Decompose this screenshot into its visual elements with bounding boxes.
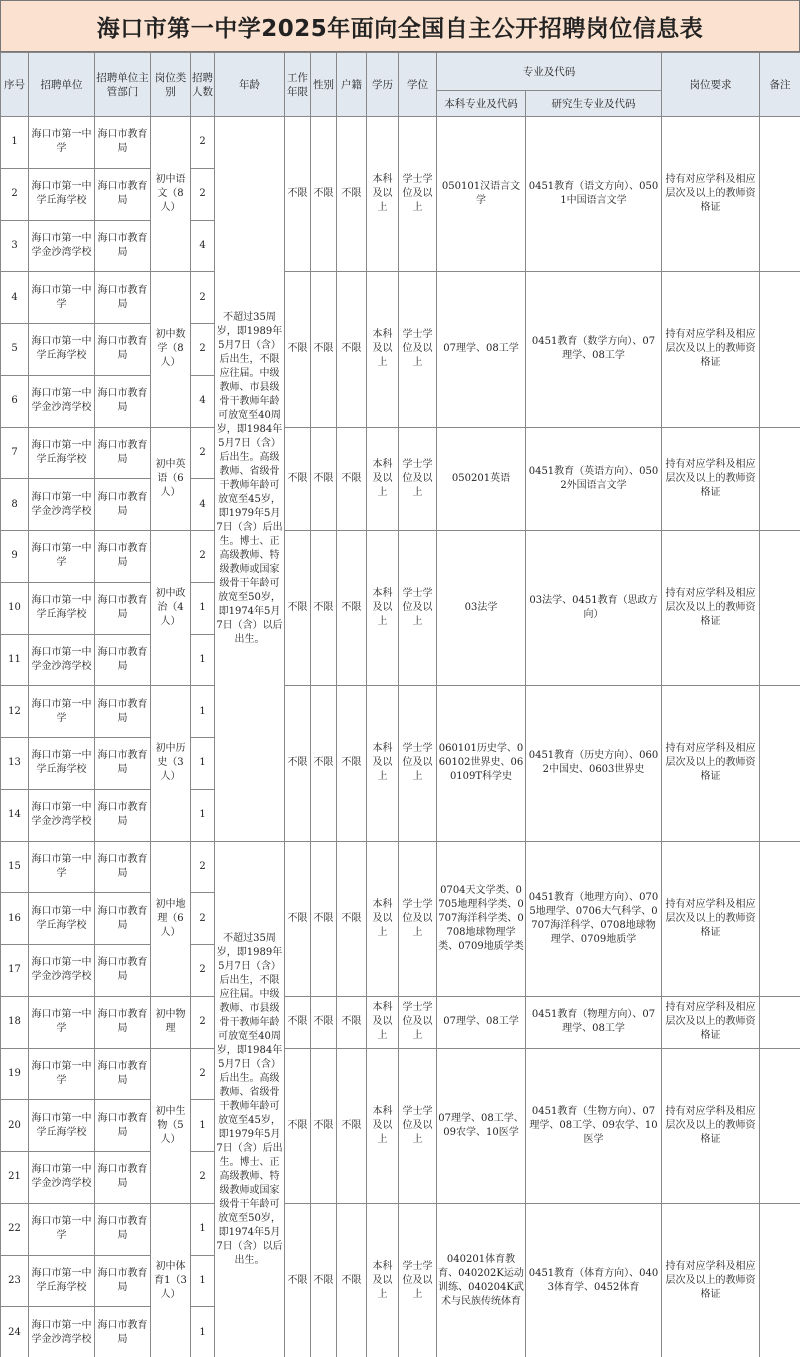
row-count: 1 (191, 1307, 215, 1357)
row-unit: 海口市第一中学 (29, 531, 95, 583)
row-seq: 4 (1, 272, 29, 324)
row-unit: 海口市第一中学金沙湾学校 (29, 789, 95, 841)
position-category: 初中物理 (151, 996, 191, 1048)
undergrad-major: 040201体育教育、040202K运动训练、040204K武术与民族传统体育 (437, 1203, 526, 1357)
position-requirement: 持有对应学科及相应层次及以上的教师资格证 (662, 1203, 760, 1357)
note (760, 427, 800, 531)
header-age: 年龄 (215, 53, 285, 117)
row-dept: 海口市教育局 (95, 841, 151, 893)
row-unit: 海口市第一中学丘海学校 (29, 582, 95, 634)
header-unit: 招聘单位 (29, 53, 95, 117)
row-unit: 海口市第一中学金沙湾学校 (29, 220, 95, 272)
postgrad-major: 0451教育（数学方向）、07理学、08工学 (526, 272, 662, 427)
position-requirement: 持有对应学科及相应层次及以上的教师资格证 (662, 1048, 760, 1203)
undergrad-major: 07理学、08工学 (437, 996, 526, 1048)
hukou: 不限 (337, 1048, 367, 1203)
position-category: 初中生物（5人） (151, 1048, 191, 1203)
position-category: 初中数学（8人） (151, 272, 191, 427)
hukou: 不限 (337, 841, 367, 996)
row-dept: 海口市教育局 (95, 686, 151, 738)
row-count: 1 (191, 1255, 215, 1307)
row-dept: 海口市教育局 (95, 531, 151, 583)
row-dept: 海口市教育局 (95, 220, 151, 272)
header-undergrad: 本科专业及代码 (437, 91, 526, 117)
row-unit: 海口市第一中学金沙湾学校 (29, 375, 95, 427)
education: 本科及以上 (367, 272, 399, 427)
postgrad-major: 03法学、0451教育（思政方向） (526, 531, 662, 686)
row-unit: 海口市第一中学 (29, 996, 95, 1048)
work-years: 不限 (285, 531, 311, 686)
row-count: 1 (191, 738, 215, 790)
row-count: 1 (191, 582, 215, 634)
degree: 学士学位及以上 (399, 996, 437, 1048)
note (760, 117, 800, 272)
undergrad-major: 03法学 (437, 531, 526, 686)
undergrad-major: 07理学、08工学、09农学、10医学 (437, 1048, 526, 1203)
postgrad-major: 0451教育（物理方向）、07理学、08工学 (526, 996, 662, 1048)
row-unit: 海口市第一中学金沙湾学校 (29, 1152, 95, 1204)
row-dept: 海口市教育局 (95, 272, 151, 324)
gender: 不限 (311, 996, 337, 1048)
work-years: 不限 (285, 117, 311, 272)
row-dept: 海口市教育局 (95, 168, 151, 220)
work-years: 不限 (285, 1203, 311, 1357)
position-requirement: 持有对应学科及相应层次及以上的教师资格证 (662, 841, 760, 996)
row-seq: 22 (1, 1203, 29, 1255)
position-requirement: 持有对应学科及相应层次及以上的教师资格证 (662, 427, 760, 531)
header-major-group: 专业及代码 (437, 53, 662, 91)
row-unit: 海口市第一中学金沙湾学校 (29, 945, 95, 997)
row-dept: 海口市教育局 (95, 893, 151, 945)
row-dept: 海口市教育局 (95, 324, 151, 376)
note (760, 531, 800, 686)
header-postgrad: 研究生专业及代码 (526, 91, 662, 117)
header-note: 备注 (760, 53, 800, 117)
education: 本科及以上 (367, 1048, 399, 1203)
education: 本科及以上 (367, 686, 399, 841)
degree: 学士学位及以上 (399, 686, 437, 841)
hukou: 不限 (337, 996, 367, 1048)
degree: 学士学位及以上 (399, 117, 437, 272)
row-unit: 海口市第一中学丘海学校 (29, 324, 95, 376)
row-seq: 24 (1, 1307, 29, 1357)
row-count: 2 (191, 893, 215, 945)
row-unit: 海口市第一中学丘海学校 (29, 168, 95, 220)
education: 本科及以上 (367, 1203, 399, 1357)
work-years: 不限 (285, 1048, 311, 1203)
table-row (1, 686, 800, 738)
row-seq: 21 (1, 1152, 29, 1204)
row-count: 2 (191, 996, 215, 1048)
gender: 不限 (311, 686, 337, 841)
row-seq: 7 (1, 427, 29, 479)
postgrad-major: 0451教育（地理方向）、0705地理学、0706大气科学、0707海洋科学、0708地球物理学、0709地质学 (526, 841, 662, 996)
row-dept: 海口市教育局 (95, 1152, 151, 1204)
table-row (1, 1203, 800, 1255)
recruitment-table (0, 52, 800, 1357)
row-dept: 海口市教育局 (95, 375, 151, 427)
table-body (1, 117, 800, 1357)
row-unit: 海口市第一中学丘海学校 (29, 427, 95, 479)
row-count: 2 (191, 945, 215, 997)
row-dept: 海口市教育局 (95, 479, 151, 531)
note (760, 686, 800, 841)
row-seq: 11 (1, 634, 29, 686)
row-dept: 海口市教育局 (95, 945, 151, 997)
table-row (1, 1048, 800, 1100)
position-requirement: 持有对应学科及相应层次及以上的教师资格证 (662, 996, 760, 1048)
postgrad-major: 0451教育（体育方向）、0403体育学、0452体育 (526, 1203, 662, 1357)
gender: 不限 (311, 1048, 337, 1203)
row-unit: 海口市第一中学金沙湾学校 (29, 479, 95, 531)
row-unit: 海口市第一中学丘海学校 (29, 1255, 95, 1307)
row-count: 1 (191, 789, 215, 841)
row-dept: 海口市教育局 (95, 582, 151, 634)
undergrad-major: 050201英语 (437, 427, 526, 531)
row-count: 1 (191, 686, 215, 738)
undergrad-major: 050101汉语言文学 (437, 117, 526, 272)
header-category: 岗位类别 (151, 53, 191, 117)
row-count: 2 (191, 1048, 215, 1100)
hukou: 不限 (337, 272, 367, 427)
row-seq: 16 (1, 893, 29, 945)
position-category: 初中英语（6人） (151, 427, 191, 531)
position-category: 初中语文（8人） (151, 117, 191, 272)
row-count: 2 (191, 427, 215, 479)
position-requirement: 持有对应学科及相应层次及以上的教师资格证 (662, 531, 760, 686)
row-unit: 海口市第一中学金沙湾学校 (29, 634, 95, 686)
row-unit: 海口市第一中学丘海学校 (29, 738, 95, 790)
row-dept: 海口市教育局 (95, 1100, 151, 1152)
row-seq: 19 (1, 1048, 29, 1100)
row-dept: 海口市教育局 (95, 996, 151, 1048)
postgrad-major: 0451教育（语文方向）、0501中国语言文学 (526, 117, 662, 272)
row-seq: 18 (1, 996, 29, 1048)
education: 本科及以上 (367, 996, 399, 1048)
row-count: 1 (191, 634, 215, 686)
header-requirement: 岗位要求 (662, 53, 760, 117)
position-category: 初中政治（4人） (151, 531, 191, 686)
gender: 不限 (311, 427, 337, 531)
row-dept: 海口市教育局 (95, 1255, 151, 1307)
row-count: 2 (191, 324, 215, 376)
position-requirement: 持有对应学科及相应层次及以上的教师资格证 (662, 272, 760, 427)
gender: 不限 (311, 117, 337, 272)
row-seq: 5 (1, 324, 29, 376)
table-row (1, 427, 800, 479)
undergrad-major: 0704天文学类、0705地理科学类、0707海洋科学类、0708地球物理学类、0709地质学类 (437, 841, 526, 996)
row-seq: 14 (1, 789, 29, 841)
row-seq: 20 (1, 1100, 29, 1152)
row-unit: 海口市第一中学金沙湾学校 (29, 1307, 95, 1357)
row-dept: 海口市教育局 (95, 1203, 151, 1255)
gender: 不限 (311, 272, 337, 427)
row-seq: 17 (1, 945, 29, 997)
table-row (1, 272, 800, 324)
position-category: 初中地理（6人） (151, 841, 191, 996)
row-count: 2 (191, 841, 215, 893)
degree: 学士学位及以上 (399, 1203, 437, 1357)
header-count: 招聘人数 (191, 53, 215, 117)
row-count: 4 (191, 479, 215, 531)
row-count: 2 (191, 531, 215, 583)
row-dept: 海口市教育局 (95, 738, 151, 790)
row-dept: 海口市教育局 (95, 1307, 151, 1357)
postgrad-major: 0451教育（生物方向）、07理学、08工学、09农学、10医学 (526, 1048, 662, 1203)
work-years: 不限 (285, 686, 311, 841)
page-title: 海口市第一中学2025年面向全国自主公开招聘岗位信息表 (0, 0, 800, 52)
row-unit: 海口市第一中学丘海学校 (29, 893, 95, 945)
note (760, 1203, 800, 1357)
hukou: 不限 (337, 117, 367, 272)
row-unit: 海口市第一中学丘海学校 (29, 1100, 95, 1152)
row-count: 2 (191, 272, 215, 324)
work-years: 不限 (285, 996, 311, 1048)
position-category: 初中历史（3人） (151, 686, 191, 841)
header-dept: 招聘单位主管部门 (95, 53, 151, 117)
position-requirement: 持有对应学科及相应层次及以上的教师资格证 (662, 686, 760, 841)
header-hukou: 户籍 (337, 53, 367, 117)
row-count: 1 (191, 1203, 215, 1255)
hukou: 不限 (337, 427, 367, 531)
position-category: 初中体育1（3人） (151, 1203, 191, 1357)
age-requirement: 不超过35周岁，即1989年5月7日（含）后出生，不限应往届。中级教师、市县级骨干教师年龄可放宽至40周岁，即1984年5月7日（含）后出生。高级教师、省级骨干教师年龄可放宽至45岁，即1979年5月7日（含）后出生。博士、正高级教师、特级教师或国家级骨干年龄可放宽至50岁，即1974年5月7日（含）以后出生。 (215, 117, 285, 842)
education: 本科及以上 (367, 117, 399, 272)
gender: 不限 (311, 1203, 337, 1357)
gender: 不限 (311, 531, 337, 686)
table-row (1, 841, 800, 893)
undergrad-major: 07理学、08工学 (437, 272, 526, 427)
postgrad-major: 0451教育（英语方向）、0502外国语言文学 (526, 427, 662, 531)
row-dept: 海口市教育局 (95, 427, 151, 479)
row-seq: 6 (1, 375, 29, 427)
row-seq: 9 (1, 531, 29, 583)
hukou: 不限 (337, 1203, 367, 1357)
work-years: 不限 (285, 272, 311, 427)
note (760, 996, 800, 1048)
row-count: 4 (191, 375, 215, 427)
row-unit: 海口市第一中学 (29, 117, 95, 169)
degree: 学士学位及以上 (399, 272, 437, 427)
header-work-years: 工作年限 (285, 53, 311, 117)
row-seq: 13 (1, 738, 29, 790)
education: 本科及以上 (367, 427, 399, 531)
postgrad-major: 0451教育（历史方向）、0602中国史、0603世界史 (526, 686, 662, 841)
table-row (1, 531, 800, 583)
row-dept: 海口市教育局 (95, 789, 151, 841)
table-row (1, 117, 800, 169)
row-unit: 海口市第一中学 (29, 686, 95, 738)
row-count: 1 (191, 1100, 215, 1152)
degree: 学士学位及以上 (399, 1048, 437, 1203)
row-dept: 海口市教育局 (95, 117, 151, 169)
row-seq: 10 (1, 582, 29, 634)
note (760, 272, 800, 427)
row-dept: 海口市教育局 (95, 634, 151, 686)
row-seq: 8 (1, 479, 29, 531)
gender: 不限 (311, 841, 337, 996)
row-seq: 15 (1, 841, 29, 893)
hukou: 不限 (337, 531, 367, 686)
header-degree: 学位 (399, 53, 437, 117)
table-row (1, 996, 800, 1048)
row-unit: 海口市第一中学 (29, 272, 95, 324)
row-count: 2 (191, 168, 215, 220)
work-years: 不限 (285, 427, 311, 531)
education: 本科及以上 (367, 841, 399, 996)
age-requirement: 不超过35周岁，即1989年5月7日（含）后出生，不限应往届。中级教师、市县级骨干教师年龄可放宽至40周岁，即1984年5月7日（含）后出生。高级教师、省级骨干教师年龄可放宽至45岁，即1979年5月7日（含）后出生。博士、正高级教师、特级教师或国家级骨干年龄可放宽至50岁，即1974年5月7日（含）以后出生。 (215, 841, 285, 1357)
row-count: 2 (191, 117, 215, 169)
position-requirement: 持有对应学科及相应层次及以上的教师资格证 (662, 117, 760, 272)
row-count: 4 (191, 220, 215, 272)
work-years: 不限 (285, 841, 311, 996)
row-unit: 海口市第一中学 (29, 841, 95, 893)
row-unit: 海口市第一中学 (29, 1203, 95, 1255)
row-seq: 3 (1, 220, 29, 272)
row-seq: 12 (1, 686, 29, 738)
row-count: 2 (191, 1152, 215, 1204)
header-seq: 序号 (1, 53, 29, 117)
header-education: 学历 (367, 53, 399, 117)
education: 本科及以上 (367, 531, 399, 686)
undergrad-major: 060101历史学、060102世界史、060109T科学史 (437, 686, 526, 841)
degree: 学士学位及以上 (399, 531, 437, 686)
row-dept: 海口市教育局 (95, 1048, 151, 1100)
degree: 学士学位及以上 (399, 427, 437, 531)
degree: 学士学位及以上 (399, 841, 437, 996)
row-seq: 2 (1, 168, 29, 220)
hukou: 不限 (337, 686, 367, 841)
note (760, 841, 800, 996)
row-seq: 23 (1, 1255, 29, 1307)
row-seq: 1 (1, 117, 29, 169)
header-gender: 性别 (311, 53, 337, 117)
note (760, 1048, 800, 1203)
row-unit: 海口市第一中学 (29, 1048, 95, 1100)
